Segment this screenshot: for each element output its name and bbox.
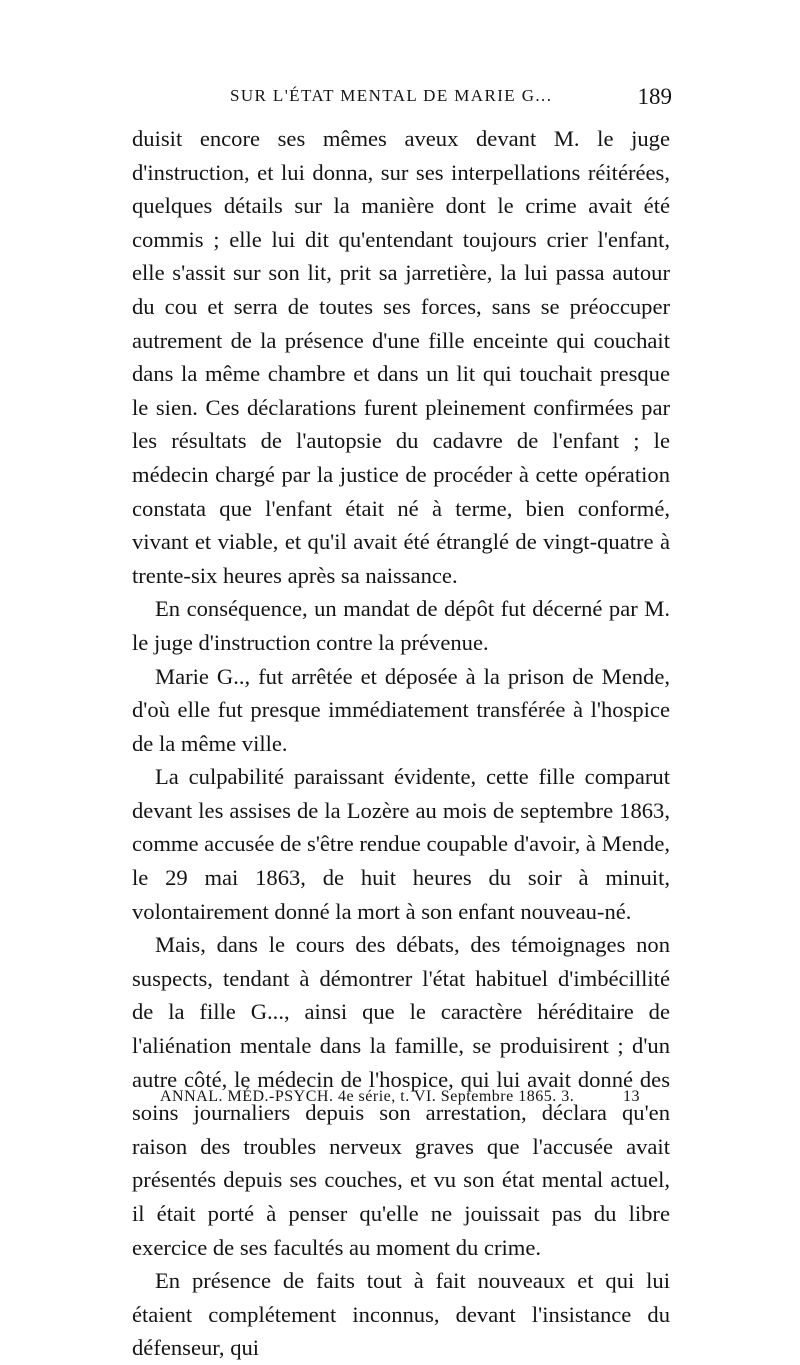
printer-signature-line bbox=[160, 1088, 640, 1114]
running-title: SUR L'ÉTAT MENTAL DE MARIE G... bbox=[230, 86, 553, 105]
paragraph-continued: duisit encore ses mêmes aveux devant M. le juge d'instruction, et lui donna, sur ses interpellations réitérées, quelques détails sur la manière dont le crime avait été commis ; elle lui dit qu'entendant toujours crier l'enfant, elle s'assit sur son lit, prit sa jarretière, la lui passa autour du cou et serra de toutes ses forces, sans se préoccuper autrement de la présence d'une fille enceinte qui couchait dans la même chambre et dans un lit qui touchait presque le sien. Ces déclarations furent pleinement confirmées par les résultats de l'autopsie du cadavre de l'enfant ; le médecin chargé par la justice de procéder à cette opération constata que l'enfant était né à terme, bien conformé, vivant et viable, et qu'il avait été étranglé de vingt-quatre à trente-six heures après sa naissance. bbox=[132, 126, 670, 588]
paragraph: Marie G.., fut arrêtée et déposée à la prison de Mende, d'où elle fut presque immédiatement transférée à l'hospice de la même ville. bbox=[132, 663, 670, 756]
paragraph: En conséquence, un mandat de dépôt fut décerné par M. le juge d'instruction contre la prévenue. bbox=[132, 596, 670, 655]
paragraph: La culpabilité paraissant évidente, cette fille comparut devant les assises de la Lozère au mois de septembre 1863, comme accusée de s'être rendue coupable d'avoir, à Mende, le 29 mai 1863, de huit heures du soir à minuit, volontairement donné la mort à son enfant nouveau-né. bbox=[132, 764, 670, 924]
page-number: 189 bbox=[637, 84, 672, 109]
running-head bbox=[132, 86, 672, 116]
printer-signature: ANNAL. MÉD.-PSYCH. 4e série, t. VI. Septembre 1865. 3. bbox=[160, 1088, 575, 1105]
paragraph: En présence de faits tout à fait nouveaux et qui lui étaient complétement inconnus, devant l'insistance du défenseur, qui bbox=[132, 1268, 670, 1361]
sheet-number: 13 bbox=[623, 1088, 640, 1105]
paragraph: Mais, dans le cours des débats, des témoignages non suspects, tendant à démontrer l'état habituel d'imbécillité de la fille G..., ainsi que le caractère héréditaire de l'aliénation mentale dans la famille, se produisirent ; d'un autre côté, le médecin de l'hospice, qui lui avait donné des soins journaliers depuis son arrestation, déclara qu'en raison des troubles nerveux graves que l'accusée avait présentés depuis ses couches, et vu son état mental actuel, il était porté à penser qu'elle ne jouissait pas du libre exercice de ses facultés au moment du crime. bbox=[132, 932, 670, 1260]
body-text bbox=[132, 122, 670, 1365]
